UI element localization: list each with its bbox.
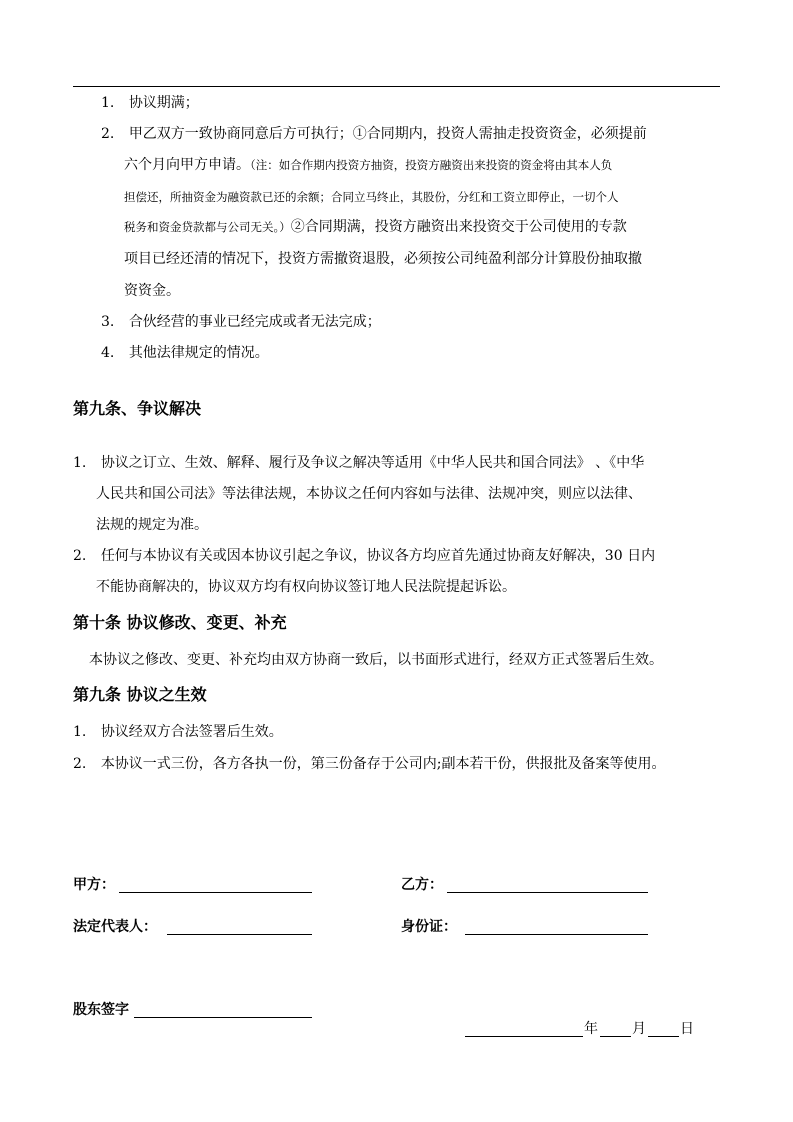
id-card-line[interactable] — [465, 934, 648, 935]
dispute-item-1-line1 — [73, 453, 644, 473]
list-number: 2. — [101, 126, 115, 142]
list-number: 1. — [101, 95, 115, 111]
list-item-2-line5 — [124, 249, 642, 269]
list-number: 2. — [73, 756, 87, 772]
list-text: 其他法律规定的情况。 — [128, 345, 269, 361]
list-text: 合伙经营的事业已经完成或者无法完成； — [128, 314, 381, 330]
dispute-item-1-line3 — [96, 515, 208, 535]
list-text: 人民共和国公司法》等法律法规，本协议之任何内容如与法律、法规冲突，则应以法律、 — [96, 486, 642, 502]
list-item-3 — [101, 312, 381, 332]
date-month-line[interactable] — [600, 1036, 631, 1037]
section-heading-amend: 第十条 协议修改、变更、补充 — [73, 613, 287, 632]
list-item-2-line1 — [101, 124, 647, 144]
legal-rep-signature-line[interactable] — [167, 934, 312, 935]
note-text: 担偿还，所抽资金为融资款已还的余额；合同立马终止，其股份，分红和工资立即停止，一切个人 — [124, 190, 619, 204]
date-day-line[interactable] — [648, 1036, 679, 1037]
dispute-item-1-line2 — [96, 484, 642, 504]
date-year-line[interactable] — [465, 1036, 583, 1037]
list-number: 2. — [73, 548, 87, 564]
list-item-2-line2 — [124, 155, 612, 175]
list-text: 不能协商解决的，协议双方均有权向协议签订地人民法院提起诉讼。 — [96, 579, 516, 595]
party-b-label: 乙方： — [401, 877, 443, 893]
list-text: 任何与本协议有关或因本协议引起之争议，协议各方均应首先通过协商友好解决，30 日内 — [100, 548, 656, 564]
shareholder-signature-line[interactable] — [134, 1017, 312, 1018]
list-text: 项目已经还清的情况下，投资方需撤资退股，必须按公司纯盈利部分计算股份抽取撤 — [124, 251, 642, 267]
effect-item-1 — [73, 722, 283, 742]
dispute-item-2-line2 — [96, 577, 516, 597]
list-text: 资资金。 — [124, 283, 180, 299]
list-text: 六个月向甲方申请。 — [124, 157, 250, 173]
list-text: 本协议一式三份，各方各执一份，第三份备存于公司内;副本若干份，供报批及备案等使用。 — [100, 756, 666, 772]
section-heading-dispute: 第九条、争议解决 — [73, 399, 202, 418]
legal-rep-label: 法定代表人： — [73, 919, 157, 935]
list-number: 1. — [73, 724, 87, 740]
list-text: 协议经双方合法签署后生效。 — [100, 724, 283, 740]
dispute-item-2-line1 — [73, 546, 655, 566]
shareholder-label: 股东签字 — [73, 1002, 129, 1018]
list-item-2-line3 — [124, 187, 619, 207]
list-item-4 — [101, 343, 269, 363]
date-month-label: 月 — [632, 1021, 646, 1037]
section-heading-effect: 第九条 协议之生效 — [73, 685, 207, 704]
list-text: 甲乙双方一致协商同意后方可执行；①合同期内，投资人需抽走投资资金，必须提前 — [128, 126, 647, 142]
list-number: 3. — [101, 314, 115, 330]
list-text: 协议期满； — [128, 95, 199, 111]
date-day-label: 日 — [680, 1021, 694, 1037]
list-item-2-line4 — [124, 217, 627, 237]
list-item-2-line6 — [124, 281, 180, 301]
date-year-label: 年 — [584, 1021, 598, 1037]
id-card-label: 身份证： — [401, 919, 457, 935]
party-b-signature-line[interactable] — [447, 892, 648, 893]
list-text: 协议之订立、生效、解释、履行及争议之解决等适用《中华人民共和国合同法》 、《中华 — [100, 455, 645, 471]
effect-item-2 — [73, 754, 666, 774]
list-number: 1. — [73, 455, 87, 471]
party-a-signature-line[interactable] — [119, 892, 312, 893]
list-number: 4. — [101, 345, 115, 361]
list-text: 法规的规定为准。 — [96, 517, 208, 533]
note-text: （注：如合作期内投资方抽资，投资方融资出来投资的资金将由其本人负 — [250, 158, 613, 172]
party-a-label: 甲方： — [73, 877, 115, 893]
amend-paragraph: 本协议之修改、变更、补充均由双方协商一致后，以书面形式进行，经双方正式签署后生效。 — [89, 652, 663, 668]
list-text: ②合同期满，投资方融资出来投资交于公司使用的专款 — [290, 219, 627, 235]
header-rule — [73, 86, 720, 87]
note-text: 税务和资金贷款都与公司无关。） — [124, 220, 291, 234]
list-item-1 — [101, 93, 199, 113]
